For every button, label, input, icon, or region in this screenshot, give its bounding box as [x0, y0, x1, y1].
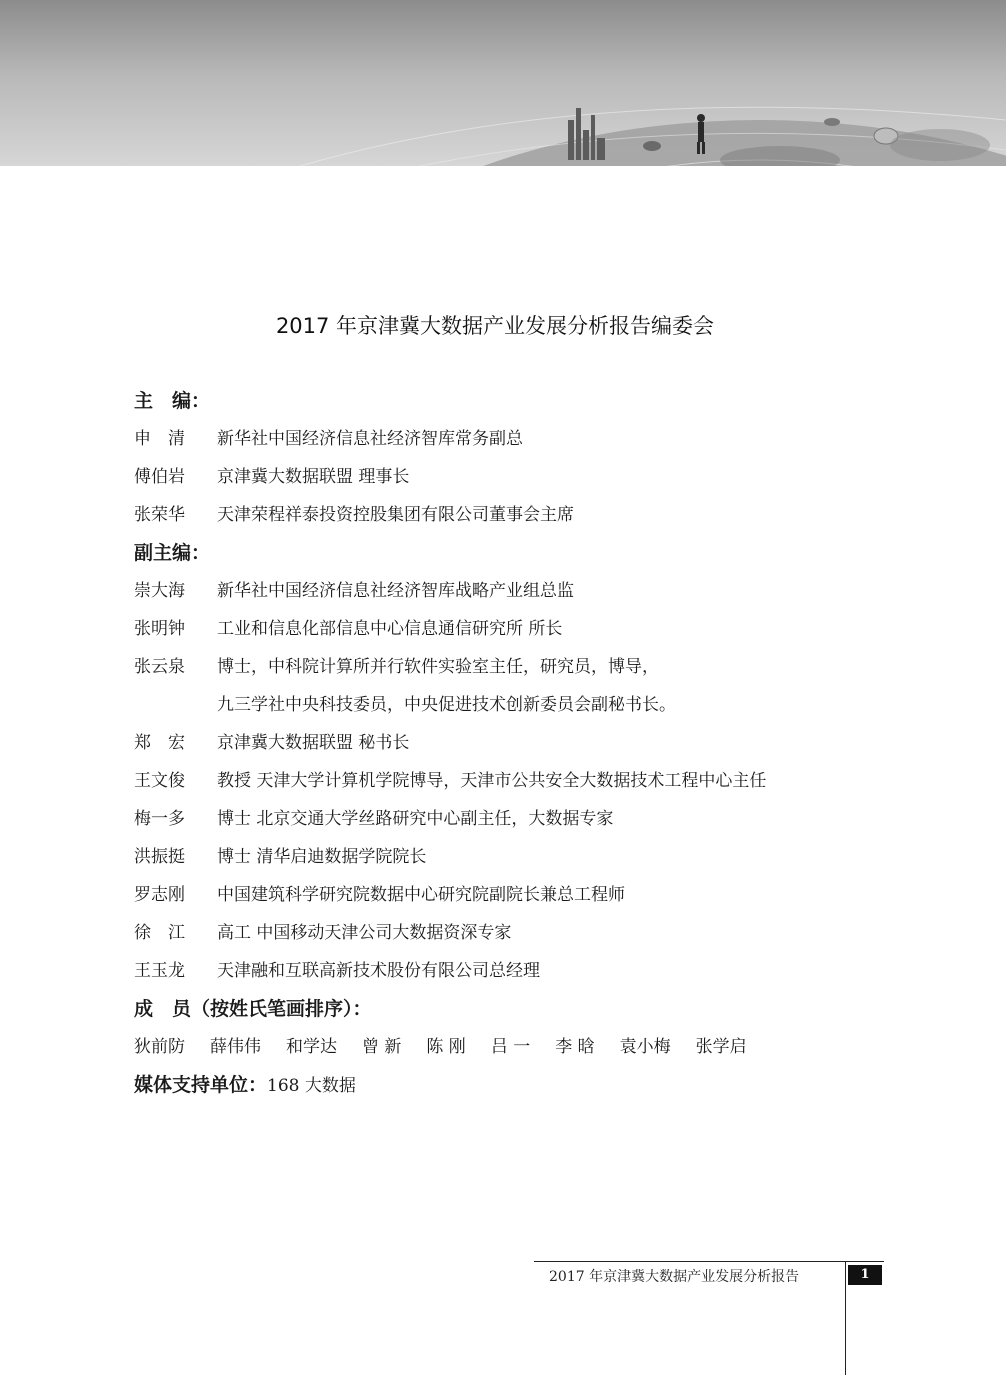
person-name: 王文俊 — [134, 771, 185, 791]
chief-editor-row — [134, 460, 894, 498]
person-name: 崇大海 — [134, 581, 185, 601]
person-name: 徐 江 — [134, 923, 185, 943]
deputy-editor-row — [134, 612, 894, 650]
footer-vertical-rule — [845, 1261, 846, 1375]
page-title: 2017 年京津冀大数据产业发展分析报告编委会 — [275, 314, 715, 338]
person-title: 新华社中国经济信息社经济智库战略产业组总监 — [217, 581, 574, 601]
person-title: 新华社中国经济信息社经济智库常务副总 — [217, 429, 523, 449]
chief-editor-row — [134, 422, 894, 460]
deputy-editor-row — [134, 954, 894, 992]
person-name: 梅一多 — [134, 809, 185, 829]
running-footer: 2017 年京津冀大数据产业发展分析报告 — [549, 1269, 800, 1285]
person-title-continued: 九三学社中央科技委员，中央促进技术创新委员会副秘书长。 — [217, 695, 676, 715]
page-number: 1 — [848, 1265, 882, 1285]
media-heading: 媒体支持单位： — [134, 1074, 268, 1096]
member-name: 曾 新 — [362, 1037, 402, 1057]
person-title: 中国建筑科学研究院数据中心研究院副院长兼总工程师 — [217, 885, 625, 905]
person-name: 张荣华 — [134, 505, 185, 525]
deputy-editor-row-continued — [134, 688, 894, 726]
member-name: 狄前防 — [134, 1037, 185, 1057]
person-title: 京津冀大数据联盟 秘书长 — [217, 733, 410, 753]
member-name: 和学达 — [286, 1037, 337, 1057]
person-title: 工业和信息化部信息中心信息通信研究所 所长 — [217, 619, 563, 639]
header-banner-image — [0, 0, 1006, 166]
person-title: 天津荣程祥泰投资控股集团有限公司董事会主席 — [217, 505, 574, 525]
deputy-editor-heading: 副主编： — [134, 542, 211, 564]
person-name: 张云泉 — [134, 657, 185, 677]
chief-editor-heading: 主 编： — [134, 390, 211, 412]
media-support — [134, 1068, 894, 1106]
person-title: 博士，中科院计算所并行软件实验室主任，研究员，博导， — [217, 657, 659, 677]
person-name: 王玉龙 — [134, 961, 185, 981]
person-title: 高工 中国移动天津公司大数据资深专家 — [217, 923, 512, 943]
deputy-editor-row — [134, 916, 894, 954]
chief-editor-row — [134, 498, 894, 536]
person-title: 博士 北京交通大学丝路研究中心副主任，大数据专家 — [217, 809, 614, 829]
member-name: 袁小梅 — [619, 1037, 671, 1057]
person-name: 洪振挺 — [134, 847, 185, 867]
member-name: 薛伟伟 — [210, 1037, 261, 1057]
deputy-editor-row — [134, 802, 894, 840]
editorial-board — [134, 384, 894, 1106]
deputy-editor-row — [134, 840, 894, 878]
member-name: 张学启 — [695, 1037, 747, 1057]
person-name: 傅伯岩 — [134, 467, 185, 487]
members-list — [134, 1030, 894, 1068]
member-name: 李 晗 — [555, 1037, 595, 1057]
deputy-editor-row — [134, 574, 894, 612]
deputy-editor-row — [134, 726, 894, 764]
deputy-editor-row — [134, 764, 894, 802]
members-heading: 成 员（按姓氏笔画排序）： — [134, 998, 372, 1020]
person-name: 张明钟 — [134, 619, 185, 639]
footer-rule — [534, 1261, 884, 1262]
member-name: 吕 一 — [490, 1037, 531, 1057]
person-title: 京津冀大数据联盟 理事长 — [217, 467, 410, 487]
person-name: 罗志刚 — [134, 885, 185, 905]
media-value: 168 大数据 — [267, 1076, 356, 1096]
member-name: 陈 刚 — [426, 1037, 466, 1057]
person-name: 申 清 — [134, 429, 185, 449]
person-title: 天津融和互联高新技术股份有限公司总经理 — [217, 961, 540, 981]
deputy-editor-row — [134, 650, 894, 688]
deputy-editor-row — [134, 878, 894, 916]
person-title: 博士 清华启迪数据学院院长 — [217, 847, 427, 867]
person-name: 郑 宏 — [134, 733, 185, 753]
person-title: 教授 天津大学计算机学院博导，天津市公共安全大数据技术工程中心主任 — [217, 771, 767, 791]
